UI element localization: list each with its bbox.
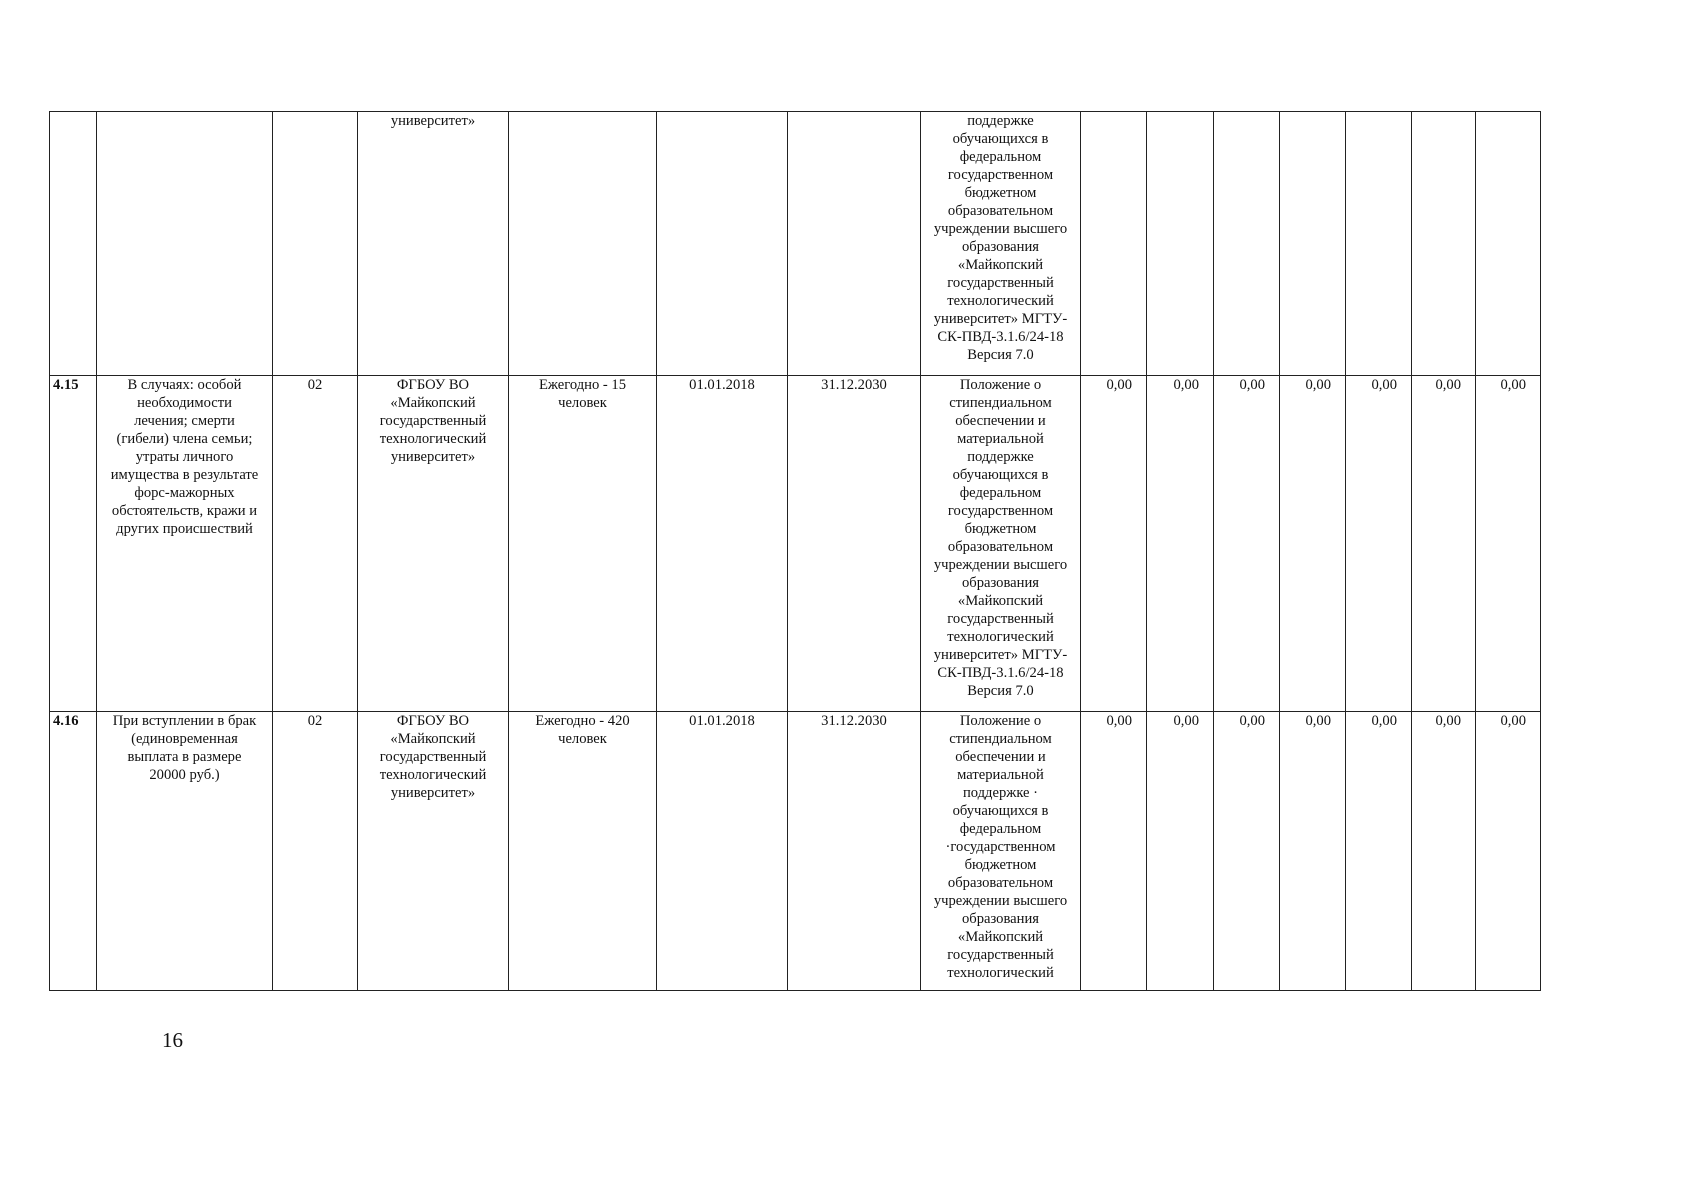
cell-amount	[1280, 112, 1346, 376]
table-row-4-16	[50, 712, 1541, 991]
cell-amount: 0,00	[1214, 376, 1280, 712]
cell-recipients	[509, 376, 657, 712]
row-number: 4.16	[50, 712, 97, 991]
measures-table	[49, 111, 1541, 991]
cell-description	[97, 112, 273, 376]
cell-amount	[1346, 112, 1412, 376]
cell-amount: 0,00	[1081, 712, 1147, 991]
cell-code: 02	[273, 376, 358, 712]
cell-amount: 0,00	[1147, 376, 1214, 712]
doc-text: Положение о стипендиальном обеспечении и материальной поддержке · обучающихся в федеральном ·государственном бюджетном образовательном учреждении высшего образования «Майкопский государственный технологический	[933, 713, 1068, 981]
cell-amount	[1476, 112, 1541, 376]
continuation-doc-text: поддержке обучающихся в федеральном государственном бюджетном образовательном учреждении высшего образования «Майкопский государственный технологический университет» МГТУ- СК-ПВД-3.1.6/24-18 Версия 7.0	[933, 113, 1068, 363]
cell-description	[97, 712, 273, 991]
cell-org	[358, 376, 509, 712]
cell-amount: 0,00	[1280, 712, 1346, 991]
description-text: При вступлении в брак (единовременная выплата в размере 20000 руб.)	[112, 713, 257, 783]
cell-doc	[921, 112, 1081, 376]
cell-end-date: 31.12.2030	[788, 376, 921, 712]
cell-amount: 0,00	[1412, 712, 1476, 991]
cell-recipients	[509, 112, 657, 376]
cell-amount: 0,00	[1346, 376, 1412, 712]
continuation-org-text: университет»	[390, 113, 476, 129]
recipients-text: Ежегодно - 420 человек	[535, 713, 630, 747]
page-number: 16	[162, 1028, 183, 1052]
cell-num	[50, 112, 97, 376]
cell-amount: 0,00	[1280, 376, 1346, 712]
cell-code: 02	[273, 712, 358, 991]
cell-org	[358, 112, 509, 376]
org-text: ФГБОУ ВО «Майкопский государственный технологический университет»	[379, 713, 487, 801]
cell-code	[273, 112, 358, 376]
cell-amount: 0,00	[1412, 376, 1476, 712]
cell-start-date: 01.01.2018	[657, 376, 788, 712]
cell-amount	[1081, 112, 1147, 376]
cell-recipients	[509, 712, 657, 991]
cell-amount	[1214, 112, 1280, 376]
cell-amount: 0,00	[1476, 376, 1541, 712]
org-text: ФГБОУ ВО «Майкопский государственный технологический университет»	[379, 377, 487, 465]
cell-amount: 0,00	[1147, 712, 1214, 991]
cell-end-date: 31.12.2030	[788, 712, 921, 991]
doc-text: Положение о стипендиальном обеспечении и материальной поддержке обучающихся в федеральном государственном бюджетном образовательном учреждении высшего образования «Майкопский государственный технологический университет» МГТУ- СК-ПВД-3.1.6/24-18 Версия 7.0	[933, 377, 1068, 699]
recipients-text: Ежегодно - 15 человек	[538, 377, 627, 411]
cell-start	[657, 112, 788, 376]
cell-end	[788, 112, 921, 376]
table-row-4-15	[50, 376, 1541, 712]
cell-amount: 0,00	[1476, 712, 1541, 991]
cell-start-date: 01.01.2018	[657, 712, 788, 991]
cell-amount: 0,00	[1346, 712, 1412, 991]
cell-amount	[1412, 112, 1476, 376]
row-number: 4.15	[50, 376, 97, 712]
cell-org	[358, 712, 509, 991]
cell-doc	[921, 376, 1081, 712]
table-row-continuation	[50, 112, 1541, 376]
cell-amount	[1147, 112, 1214, 376]
cell-amount: 0,00	[1214, 712, 1280, 991]
description-text: В случаях: особой необходимости лечения; смерти (гибели) члена семьи; утраты личного имущества в результате форс-мажорных обстоятельств, кражи и других происшествий	[110, 377, 259, 537]
cell-description	[97, 376, 273, 712]
cell-amount: 0,00	[1081, 376, 1147, 712]
cell-doc	[921, 712, 1081, 991]
